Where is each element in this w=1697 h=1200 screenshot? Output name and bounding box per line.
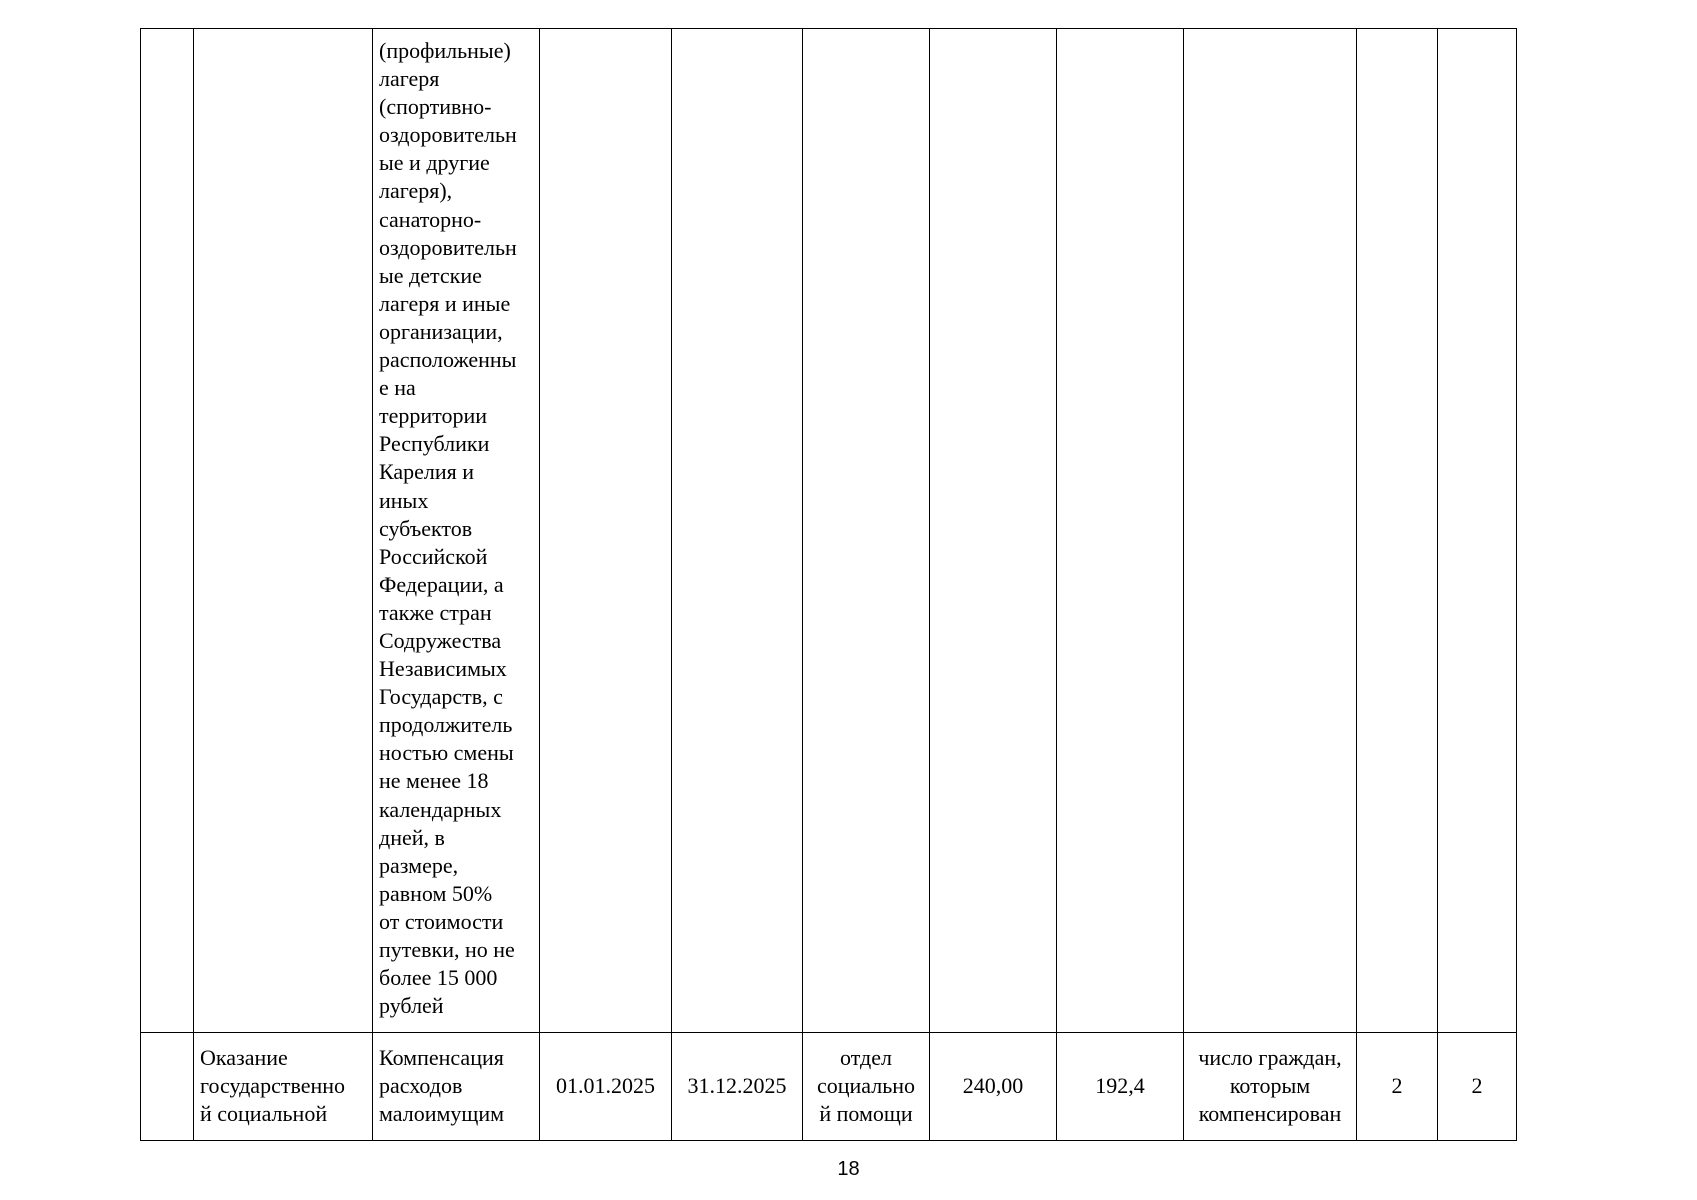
table-cell-program-name: Оказание государственно й социальной	[194, 1033, 373, 1141]
table-cell	[803, 29, 930, 1033]
table-cell-planned-amount: 240,00	[930, 1033, 1057, 1141]
table-cell	[1438, 29, 1517, 1033]
table-cell-actual-amount: 192,4	[1057, 1033, 1184, 1141]
table-cell-actual-value: 2	[1438, 1033, 1517, 1141]
table-cell-planned-value: 2	[1357, 1033, 1438, 1141]
table-cell	[540, 29, 672, 1033]
table-cell-indicator: число граждан, которым компенсирован	[1184, 1033, 1357, 1141]
table-cell	[672, 29, 803, 1033]
table-cell	[1357, 29, 1438, 1033]
table-cell-measure-description: Компенсация расходов малоимущим	[373, 1033, 540, 1141]
table-cell	[141, 1033, 194, 1141]
table-cell-end-date: 31.12.2025	[672, 1033, 803, 1141]
data-table	[140, 28, 1517, 1141]
table-cell-measure-description: (профильные) лагеря (спортивно- оздоровительн ые и другие лагеря), санаторно- оздоровительн ые детские лагеря и иные организации, расположенны е на территории Республики Карелия и иных субъектов Российской Федерации, а также стран Содружества Независимых Государств, с продолжитель ностью смены не менее 18 календарных дней, в размере, равном 50% от стоимости путевки, но не более 15 000 рублей	[373, 29, 540, 1033]
table-row	[141, 29, 1517, 1033]
table-cell-start-date: 01.01.2025	[540, 1033, 672, 1141]
table-row	[141, 1033, 1517, 1141]
table-cell	[1057, 29, 1184, 1033]
table-cell	[930, 29, 1057, 1033]
table-cell	[141, 29, 194, 1033]
table-cell	[194, 29, 373, 1033]
table-cell	[1184, 29, 1357, 1033]
table-cell-responsible: отдел социально й помощи	[803, 1033, 930, 1141]
page-number: 18	[837, 1158, 860, 1180]
